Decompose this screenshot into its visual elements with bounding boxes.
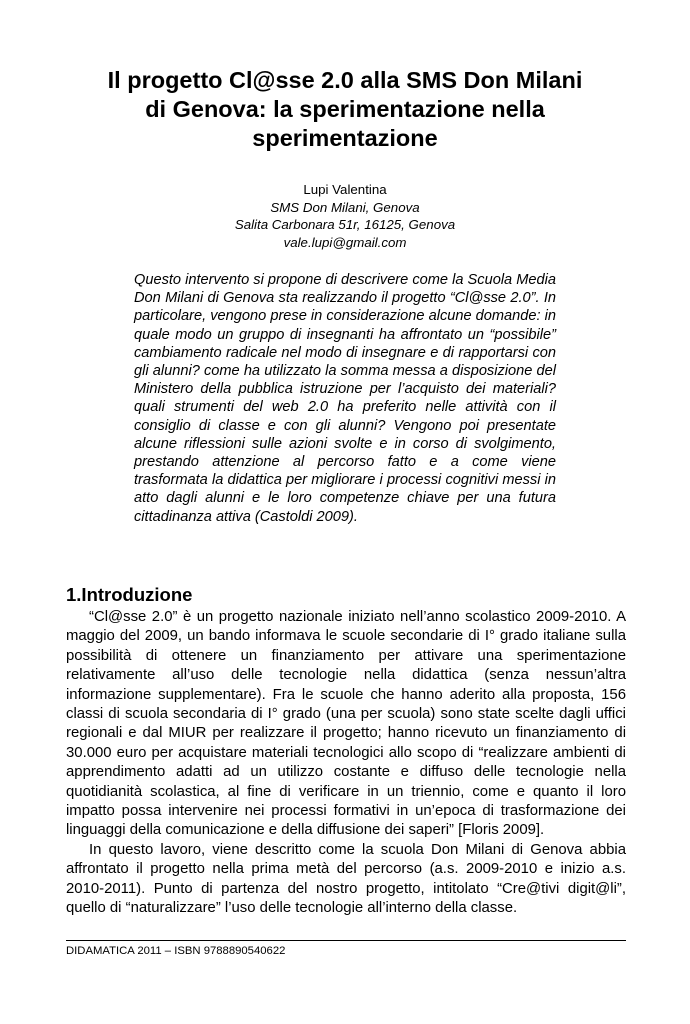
abstract: Questo intervento si propone di descrivere come la Scuola Media Don Milani di Genova sta realizzando il progetto “Cl@sse 2.0”. In particolare, vengono prese in considerazione alcune domande: in quale modo un gruppo di insegnanti ha affrontato un “possibile” cambiamento radicale nel modo di insegnare e di rapportarsi con gli alunni? come ha utilizzato la somma messa a disposizione del Ministero della pubblica istruzione per l’acquisto dei materiali? quali strumenti del web 2.0 ha preferito nelle attività con il consiglio di classe e con gli alunni? Vengono poi presentate alcune riflessioni sulle azioni svolte e in corso di svolgimento, prestando attenzione al percorso fatto e a come viene trasformata la didattica per migliorare i processi cognitivi messi in atto dagli alunni e le loro competenze chiave per una futura cittadinanza attiva (Castoldi 2009). [134,272,556,525]
author-block [60,181,630,251]
title-line-1: Il progetto Cl@sse 2.0 alla SMS Don Milani [107,67,583,93]
paragraph: “Cl@sse 2.0” è un progetto nazionale iniziato nell’anno scolastico 2009-2010. A maggio del 2009, un bando informava le scuole secondarie di I° grado italiane sulla possibilità di ottenere un finanziamento per attivare una sperimentazione relativamente all’uso delle tecnologie nella didattica (senza nessun’altra informazione supplementare). Fra le scuole che hanno aderito alla proposta, 156 classi di scuola secondaria di I° grado (una per scuola) sono state scelte dagli uffici regionali e dal MIUR per realizzare il progetto; hanno ricevuto un finanziamento di 30.000 euro per acquistare materiali tecnologici allo scopo di “realizzare ambienti di apprendimento adatti ad un utilizzo costante e diffuso delle tecnologie nella quotidianità scolastica, al fine di verificare in un triennio, come e quanto il loro impatto possa intervenire nei processi formativi in un’epoca di trasformazione dei linguaggi della comunicazione e della diffusione dei saperi” [Floris 2009]. [66,609,626,839]
footer-text: DIDAMATICA 2011 – ISBN 9788890540622 [66,945,286,957]
author-affiliation: SMS Don Milani, Genova [270,199,420,215]
author-address: Salita Carbonara 51r, 16125, Genova [234,217,456,232]
author-name: Lupi Valentina [303,182,387,197]
paper-title [60,66,630,153]
title-line-2: di Genova: la sperimentazione nella [145,96,545,122]
paragraph: In questo lavoro, viene descritto come la scuola Don Milani di Genova abbia affrontato il progetto nella prima metà del percorso (a.s. 2009-2010 e inizio a.s. 2010-2011). Punto di partenza del nostro progetto, intitolato “Cre@tivi digit@li”, quello di “naturalizzare” l’uso delle tecnologie all’interno della classe. [66,841,626,917]
author-email: vale.lupi@gmail.com [283,234,407,250]
footer-rule [66,940,626,941]
section-heading: 1.Introduzione [66,584,193,605]
section-body [66,608,626,919]
title-line-3: sperimentazione [252,125,438,151]
